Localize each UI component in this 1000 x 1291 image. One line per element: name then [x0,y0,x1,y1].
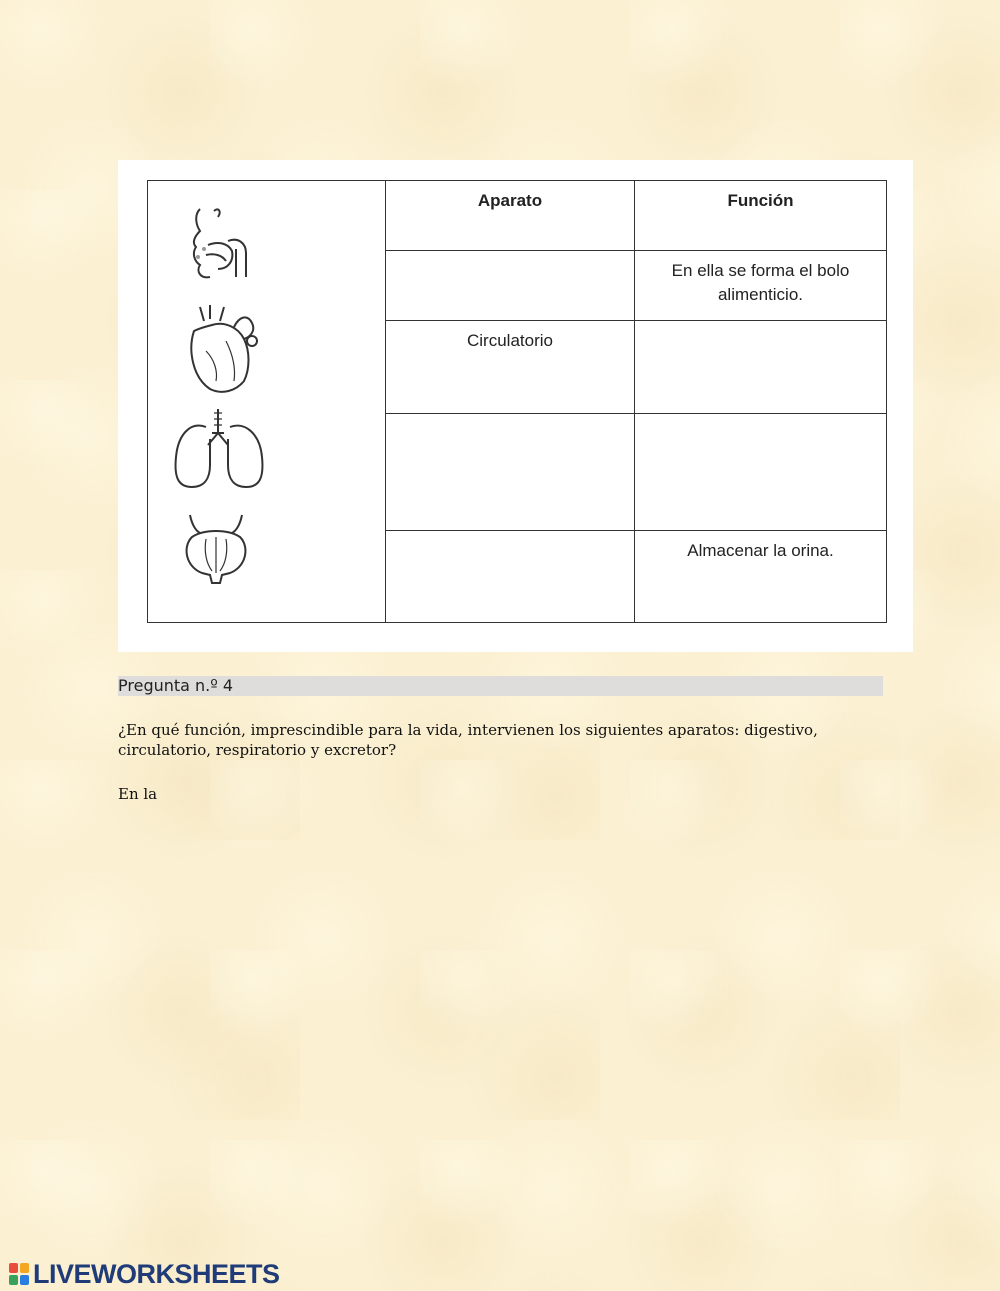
organ-images-cell [148,181,386,623]
heart-icon [191,305,257,392]
worksheet-figure [118,160,913,652]
aparato-cell-2: Circulatorio [386,321,635,414]
funcion-cell-4: Almacenar la orina. [635,531,887,623]
header-aparato: Aparato [386,181,635,251]
funcion-cell-2[interactable] [635,321,887,414]
brand-name: LIVEWORKSHEETS [33,1258,280,1289]
organ-function-table [147,180,887,623]
aparato-cell-4[interactable] [386,531,635,623]
mouth-icon [194,209,246,277]
funcion-cell-1: En ella se forma el bolo alimenticio. [635,251,887,321]
answer-prefix: En la [118,785,158,803]
bladder-icon [187,515,246,583]
logo-blocks-icon [8,1262,30,1286]
aparato-cell-3[interactable] [386,414,635,531]
header-funcion: Función [635,181,887,251]
organ-illustrations [148,181,386,623]
lungs-icon [176,409,263,487]
aparato-cell-1[interactable] [386,251,635,321]
question-heading: Pregunta n.º 4 [118,676,883,696]
funcion-cell-3[interactable] [635,414,887,531]
question-text: ¿En qué función, imprescindible para la vida, intervienen los siguientes aparatos: digestivo, circulatorio, respiratorio y excretor? [118,721,818,759]
liveworksheets-logo [8,1260,280,1288]
